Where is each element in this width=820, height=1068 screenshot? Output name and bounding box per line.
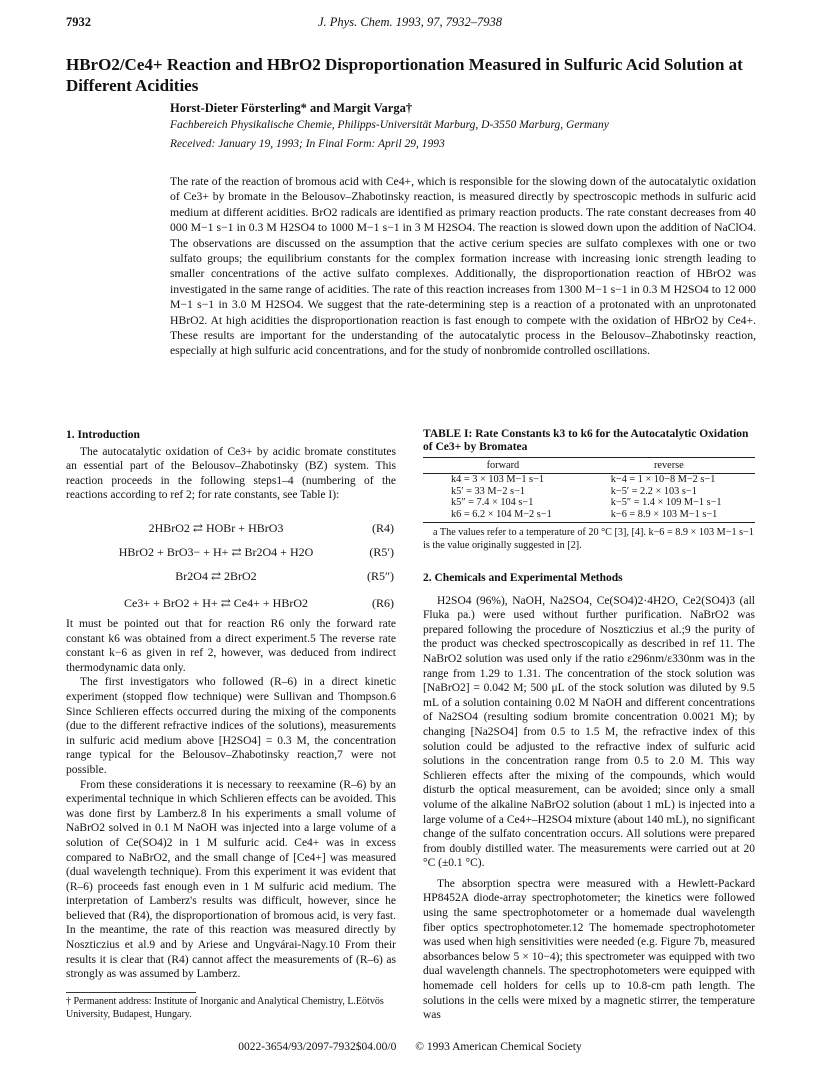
equation-number: (R5″)	[367, 569, 394, 583]
page-number: 7932	[66, 15, 91, 29]
table-1	[423, 428, 755, 552]
equation-number: (R5′)	[369, 545, 394, 559]
equation-expression: 2HBrO2 ⇄ HOBr + HBrO3	[148, 521, 284, 535]
table-cell: k−5′ = 2.2 × 103 s−1	[610, 485, 697, 497]
table-header-reverse: reverse	[583, 458, 755, 474]
intro-paragraph-2: It must be pointed out that for reaction R6 only the forward rate constant k6 was obtained from a direct experiment.5 The reverse rate constant k−6 as given in ref 2, however, was deduced from indirect thermodynamic data only.	[66, 618, 396, 674]
equation-r6	[66, 596, 396, 612]
table-cell: k6 = 6.2 × 104 M−2 s−1	[423, 509, 583, 523]
table-cell: k−5″ = 1.4 × 109 M−1 s−1	[610, 497, 722, 508]
methods-paragraph-2: The absorption spectra were measured with a Hewlett-Packard HP8452A diode-array spectrophotometer; the kinetics were followed using the same spectrophotometer or a homemade dual wavelength fiber optics spectrophotometer.12 The homemade spectrophotometer was used when high sensitivities were needed (e.g. Figure 7b, measured absorbances below 5 × 10−4); this spectrometer was equipped with two dual wavelength channels. The spectrophotometers were equipped with homemade cell holders for cells up to 10.8-cm path length. The solutions in the cells were mixed by a magnetic stirrer, the temperature was	[423, 877, 755, 1022]
article-title	[66, 54, 756, 96]
equation-r5doubleprime	[66, 569, 396, 585]
rate-constant-table	[423, 457, 755, 523]
table-footnote: a The values refer to a temperature of 20 °C [3], [4]. k−6 = 8.9 × 103 M−1 s−1 is the value originally suggested in [2].	[423, 527, 754, 551]
equation-r4	[66, 521, 396, 537]
table-cell: k5′ = 33 M−2 s−1	[451, 485, 526, 497]
table-cell: k−4 = 1 × 10−8 M−2 s−1	[610, 474, 716, 485]
intro-paragraph-3: The first investigators who followed (R–6) in a direct kinetic experiment (stopped flow technique) were Sullivan and Thompson.6 Since Schlieren effects occurred during the mixing of the components (due to the different refractive indices of the solutions), measurements in sulfuric acid medium above [H2SO4] = 0.3 M, the concentration range typical for the Belousov–Zhabotinsky reaction,7 were not possible.	[66, 676, 396, 776]
table-cell: k5″ = 7.4 × 104 s−1	[451, 497, 534, 508]
introduction-top	[66, 428, 396, 503]
section-heading-introduction: 1. Introduction	[66, 429, 140, 441]
title-line-1: HBrO2/Ce4+ Reaction and HBrO2 Disproportionation Measured in Sulfuric Acid Solution at	[66, 55, 743, 74]
equation-r5prime	[66, 545, 396, 561]
abstract: The rate of the reaction of bromous acid with Ce4+, which is responsible for the slowing down of the autocatalytic oxidation of Ce3+ by bromate in the Belousov–Zhabotinsky reaction, is measured directly by spectroscopic methods in sulfuric acid medium at different acidities. BrO2 radicals are identified as primary reaction products. The rate constant decreases from 40 000 M−1 s−1 in 0.3 M H2SO4 to 1000 M−1 s−1 in 3 M H2SO4. The reaction is slowed down upon the addition of NaClO4. The observations are discussed on the assumption that the active cerium species are sulfato complexes with one or two sulfato groups; the equilibrium constants for the complex formation increase with increasing ionic strength leading to smaller concentrations of the active sulfato complexes. Additionally, the disproportionation reaction of HBrO2 was investigated in the same range of acidities. The rate of this reaction increases from 1300 M−1 s−1 in 0.3 M H2SO4 to 12 000 M−1 s−1 in 3.0 M H2SO4. We suggest that the rate-determining step is a reaction of a protonated with an unprotonated HBrO2. At high acidities the disproportionation reaction is fast enough to compete with the oxidation of HBrO2 by Ce4+. These results are important for the understanding of the autocatalytic process in the Belousov–Zhabotinsky reaction, especially at high sulfuric acid concentrations, and for the study of nonbromide controlled oscillations.	[170, 175, 756, 358]
copyright: © 1993 American Chemical Society	[415, 1041, 582, 1053]
equation-expression: Br2O4 ⇄ 2BrO2	[175, 569, 257, 583]
equation-number: (R4)	[372, 521, 394, 535]
running-head: J. Phys. Chem. 1993, 97, 7932–7938	[317, 15, 502, 29]
table-row	[423, 474, 755, 486]
equation-expression: Ce3+ + BrO2 + H+ ⇄ Ce4+ + HBrO2	[124, 596, 308, 610]
title-line-2: Different Acidities	[66, 76, 199, 95]
article-code: 0022-3654/93/2097-7932$04.00/0	[238, 1041, 397, 1053]
section-heading-methods: 2. Chemicals and Experimental Methods	[423, 572, 623, 584]
equation-expression: HBrO2 + BrO3− + H+ ⇄ Br2O4 + H2O	[118, 545, 314, 559]
table-cell: k−6 = 8.9 × 103 M−1 s−1	[583, 509, 755, 523]
intro-paragraph-4: From these considerations it is necessary to reexamine (R–6) by an experimental technique in which Schlieren effects can be avoided. This was done first by Lamberz.8 In his experiments a small volume of NaBrO2 solved in 0.1 M NaOH was injected into a large volume of a solution of Ce(SO4)2 in 1 M sulfuric acid. Ce4+ was in excess compared to NaBrO2, and the small change of [Ce4+] was measured (dual wavelength technique). From this experiment it was evident that (R–6) proceeds fast enough even in 1 M sulfuric acid medium. The interpretation of Lamberz's results was difficult, however, since he believed that (R4), the disproportionation of bromous acid, is very fast. In the meantime, the rate of this reaction was measured directly by Noszticzius et al.9 and by Ariese and Ungvárai-Nagy.10 From their results it is clear that (R4) cannot affect the measurements of (R–6) as strongly as was assumed by Lamberz.	[66, 778, 396, 981]
section-2	[423, 571, 755, 1023]
footnote-divider	[66, 992, 196, 993]
table-row	[423, 509, 755, 523]
equation-number: (R6)	[372, 596, 394, 610]
table-row	[423, 486, 755, 498]
footnote: † Permanent address: Institute of Inorganic and Analytical Chemistry, L.Eötvös University, Budapest, Hungary.	[66, 996, 384, 1020]
affiliation: Fachbereich Physikalische Chemie, Philipps-Universität Marburg, D-3550 Marburg, Germany	[170, 119, 609, 131]
page-footer	[0, 1041, 820, 1053]
table-caption: TABLE I: Rate Constants k3 to k6 for the Autocatalytic Oxidation of Ce3+ by Bromatea	[423, 428, 749, 453]
table-cell: k4 = 3 × 103 M−1 s−1	[451, 474, 545, 485]
table-header-forward: forward	[423, 458, 583, 474]
intro-paragraph-1: The autocatalytic oxidation of Ce3+ by acidic bromate constitutes an essential part of the Belousov–Zhabotinsky (BZ) system. This reaction proceeds in the following steps1–4 (numbering of the reactions according to ref 2; for rate constants, see Table I):	[66, 445, 396, 502]
received-dates: Received: January 19, 1993; In Final Form: April 29, 1993	[170, 138, 445, 150]
authors: Horst-Dieter Försterling* and Margit Varga†	[170, 101, 413, 115]
methods-paragraph-1: H2SO4 (96%), NaOH, Na2SO4, Ce(SO4)2·4H2O, Ce2(SO4)3 (all Fluka pa.) were used without further purification. NaBrO2 was prepared following the procedure of Noszticzius et al.;9 the purity of the product was checked spectroscopically as described in ref 11. The NaBrO2 solution was used only if the ratio ε296nm/ε330nm was in the range from 1.29 to 1.31. The concentration of the stock solution was [NaBrO2] = 0.042 M; 500 μL of the stock solution was diluted by 9.5 mL of a solution containing 0.02 M NaOH and different concentrations of Na2SO4 (resulting sodium bromite concentration 0.0021 M); by changing [Na2SO4] from 0.5 to 1.5 M, the refractive index of this solution could be adjusted to the refractive index of sulfuric acid solutions in the concentration range from 0.5 to 2.0 M. This way Schlieren effects after the mixing of the compounds, which would disturb the optical measurement, can be avoided; since only a small volume of the alkaline NaBrO2 solution (about 1 mL) is injected into a large volume of a Ce4+–H2SO4 mixture (about 140 mL), no significant change of the sulfato concentration occurs. All solutions were prepared from doubly distilled water. The measurements were carried out at 20 °C (±0.1 °C).	[423, 594, 755, 870]
table-row	[423, 497, 755, 509]
introduction-body	[66, 617, 396, 982]
